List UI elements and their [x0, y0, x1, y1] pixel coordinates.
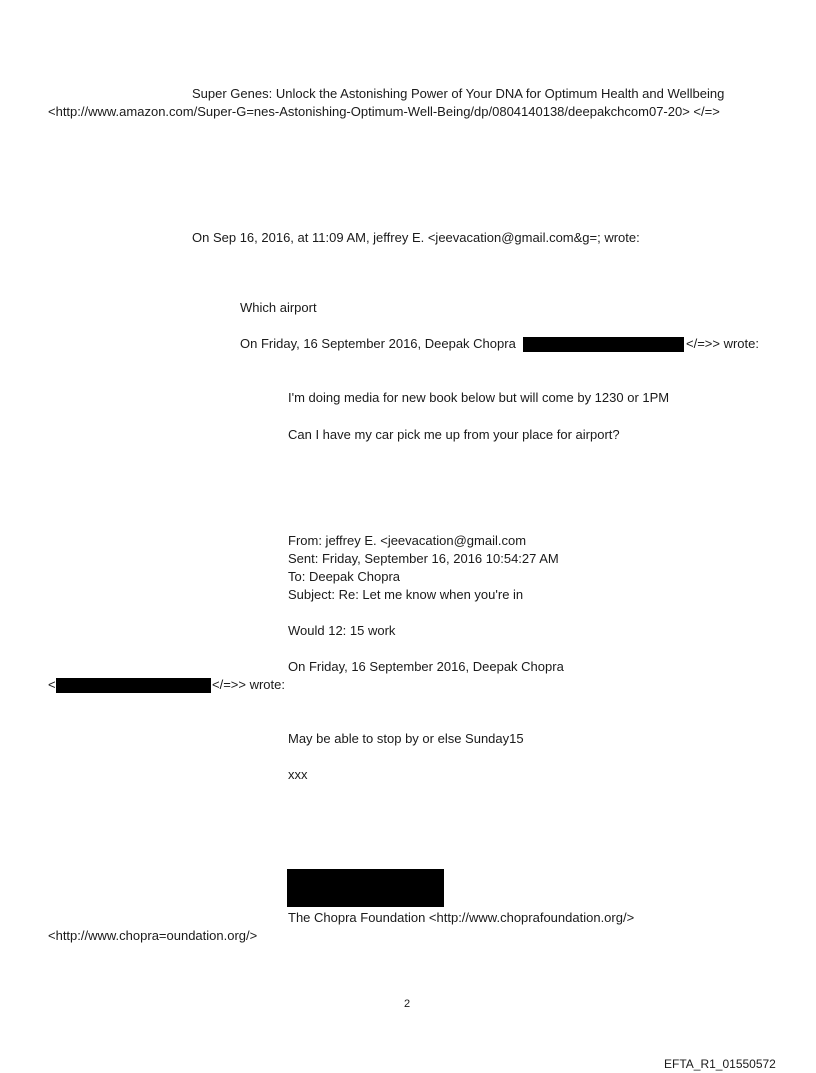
reply-would-1215: Would 12: 15 work: [288, 623, 396, 638]
document-id: EFTA_R1_01550572: [664, 1057, 776, 1071]
quote-header-3: On Friday, 16 September 2016, Deepak Chopra: [288, 659, 564, 674]
message-line-3: May be able to stop by or else Sunday15: [288, 731, 524, 746]
sent-line: Sent: Friday, September 16, 2016 10:54:27 AM: [288, 551, 559, 566]
quote-header-3-suffix: </=>> wrote:: [212, 677, 285, 692]
quote-header-2-suffix: </=>> wrote:: [686, 336, 759, 351]
foundation-line[interactable]: The Chopra Foundation <http://www.choprafoundation.org/>: [288, 910, 635, 925]
foundation-link-2[interactable]: <http://www.chopra=oundation.org/>: [48, 928, 258, 943]
signoff: xxx: [288, 767, 308, 782]
reply-which-airport: Which airport: [240, 300, 317, 315]
book-link[interactable]: <http://www.amazon.com/Super-G=nes-Astonishing-Optimum-Well-Being/dp/0804140138/deepakchcom07-20> </=>: [48, 104, 720, 119]
from-line: From: jeffrey E. <jeevacation@gmail.com: [288, 533, 527, 548]
message-line-1: I'm doing media for new book below but will come by 1230 or 1PM: [288, 390, 670, 405]
redaction-box-2: [56, 678, 211, 693]
book-title: Super Genes: Unlock the Astonishing Power of Your DNA for Optimum Health and Wellbeing: [192, 86, 725, 101]
quote-header-3-open: <: [48, 677, 56, 692]
message-line-2: Can I have my car pick me up from your place for airport?: [288, 427, 620, 442]
quote-header-2: On Friday, 16 September 2016, Deepak Chopra: [240, 336, 520, 351]
redaction-box-1: [523, 337, 684, 352]
subject-line: Subject: Re: Let me know when you're in: [288, 587, 524, 602]
page-number: 2: [404, 998, 411, 1010]
redaction-box-3: [287, 869, 444, 907]
quote-header-1: On Sep 16, 2016, at 11:09 AM, jeffrey E. <jeevacation@gmail.com&g=; wrote:: [192, 230, 640, 245]
to-line: To: Deepak Chopra: [288, 569, 401, 584]
